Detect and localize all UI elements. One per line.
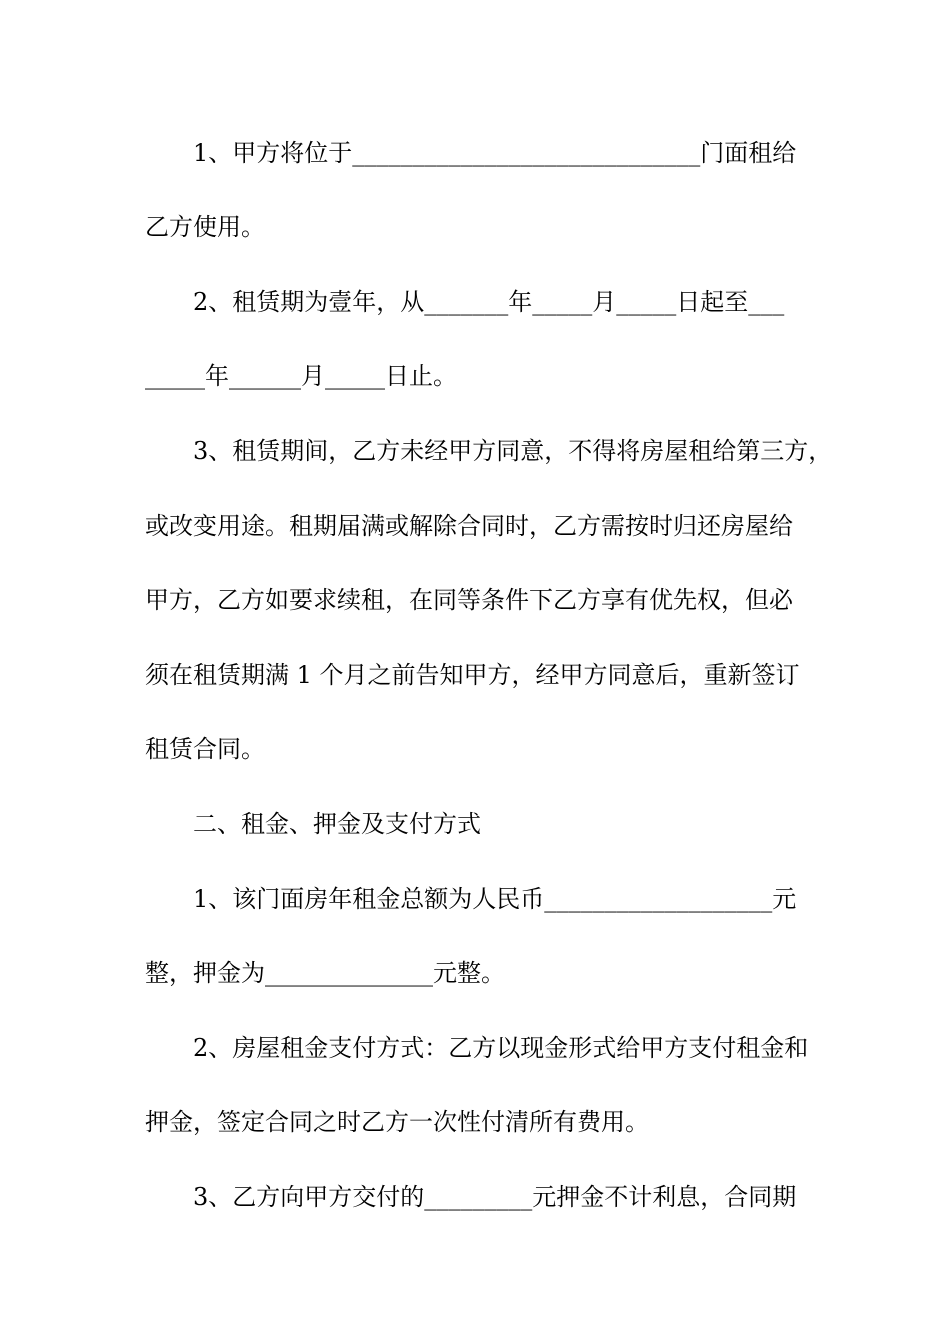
section-heading: 二、租金、押金及支付方式: [193, 810, 481, 838]
text-line: 乙方使用。: [145, 213, 265, 241]
text-line: 甲方，乙方如要求续租，在同等条件下乙方享有优先权，但必: [145, 586, 793, 614]
text-line: 3、乙方向甲方交付的_________元押金不计利息，合同期: [193, 1183, 797, 1211]
text-line: 整，押金为______________元整。: [145, 959, 505, 987]
text-line: 1、该门面房年租金总额为人民币___________________元: [193, 885, 797, 913]
text-line: 2、房屋租金支付方式：乙方以现金形式给甲方支付租金和: [193, 1034, 809, 1062]
text-line: 1、甲方将位于_____________________________门面租给: [193, 139, 797, 167]
text-line: 须在租赁期满 1 个月之前告知甲方，经甲方同意后，重新签订: [145, 661, 800, 689]
text-line: 或改变用途。租期届满或解除合同时，乙方需按时归还房屋给: [145, 512, 793, 540]
text-line: 押金，签定合同之时乙方一次性付清所有费用。: [145, 1108, 649, 1136]
text-line: _____年______月_____日止。: [145, 362, 457, 390]
text-line: 2、租赁期为壹年，从_______年_____月_____日起至___: [193, 288, 785, 316]
text-line: 3、租赁期间，乙方未经甲方同意，不得将房屋租给第三方，: [193, 437, 833, 465]
text-line: 租赁合同。: [145, 735, 265, 763]
